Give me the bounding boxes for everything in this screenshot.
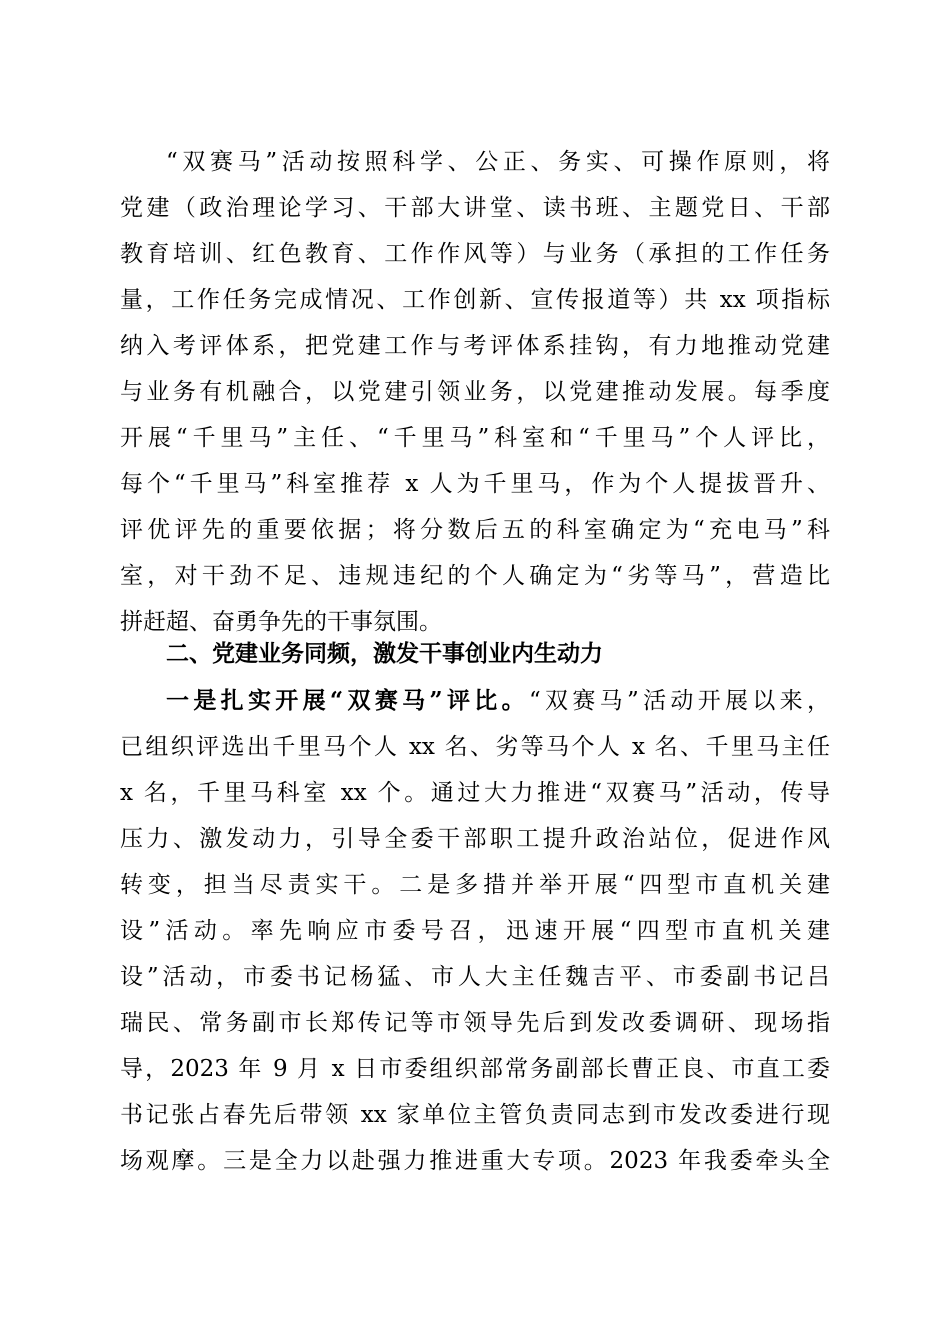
text-line: 导，2023 年 9 月 x 日市委组织部常务副部长曹正良、市直工委 — [120, 1056, 830, 1082]
text-line: 设”活动。率先响应市委号召，迅速开展“四型市直机关建 — [120, 918, 830, 944]
text-line: 党建（政治理论学习、干部大讲堂、读书班、主题党日、干部 — [120, 195, 830, 221]
text-line: 室，对干劲不足、违规违纪的个人确定为“劣等马”，营造比 — [120, 563, 830, 589]
text-line: 拼赶超、奋勇争先的干事氛围。 — [120, 609, 442, 635]
text-line — [166, 679, 830, 723]
text-line: 开展“千里马”主任、“千里马”科室和“千里马”个人评比， — [120, 425, 830, 451]
text-line: 每个“千里马”科室推荐 x 人为千里马，作为个人提拔晋升、 — [120, 471, 830, 497]
text-line: 场观摩。三是全力以赴强力推进重大专项。2023 年我委牵头全 — [120, 1148, 830, 1174]
text-line: 压力、激发动力，引导全委干部职工提升政治站位，促进作风 — [120, 826, 830, 852]
text-line: “双赛马”活动按照科学、公正、务实、可操作原则，将 — [166, 149, 830, 175]
text-line: 教育培训、红色教育、工作作风等）与业务（承担的工作任务 — [120, 241, 830, 267]
text-line: 纳入考评体系，把党建工作与考评体系挂钩，有力地推动党建 — [120, 333, 830, 359]
text-line: 设”活动，市委书记杨猛、市人大主任魏吉平、市委副书记吕 — [120, 964, 830, 990]
text-line: 书记张占春先后带领 xx 家单位主管负责同志到市发改委进行现 — [120, 1102, 830, 1128]
text-line: 评优评先的重要依据；将分数后五的科室确定为“充电马”科 — [120, 517, 830, 543]
text-line: 转变，担当尽责实干。二是多措并举开展“四型市直机关建 — [120, 872, 830, 898]
text-line: x 名，千里马科室 xx 个。通过大力推进“双赛马”活动，传导 — [120, 780, 830, 806]
section-heading: 二、党建业务同频，激发干事创业内生动力 — [166, 641, 603, 667]
text-span: “双赛马”活动开展以来， — [528, 688, 830, 714]
text-line: 瑞民、常务副市长郑传记等市领导先后到发改委调研、现场指 — [120, 1010, 830, 1036]
lead-phrase: 一是扎实开展“双赛马”评比。 — [166, 687, 529, 714]
text-line: 量，工作任务完成情况、工作创新、宣传报道等）共 xx 项指标 — [120, 287, 830, 313]
text-line: 与业务有机融合，以党建引领业务，以党建推动发展。每季度 — [120, 379, 830, 405]
text-line: 已组织评选出千里马个人 xx 名、劣等马个人 x 名、千里马主任 — [120, 734, 830, 760]
